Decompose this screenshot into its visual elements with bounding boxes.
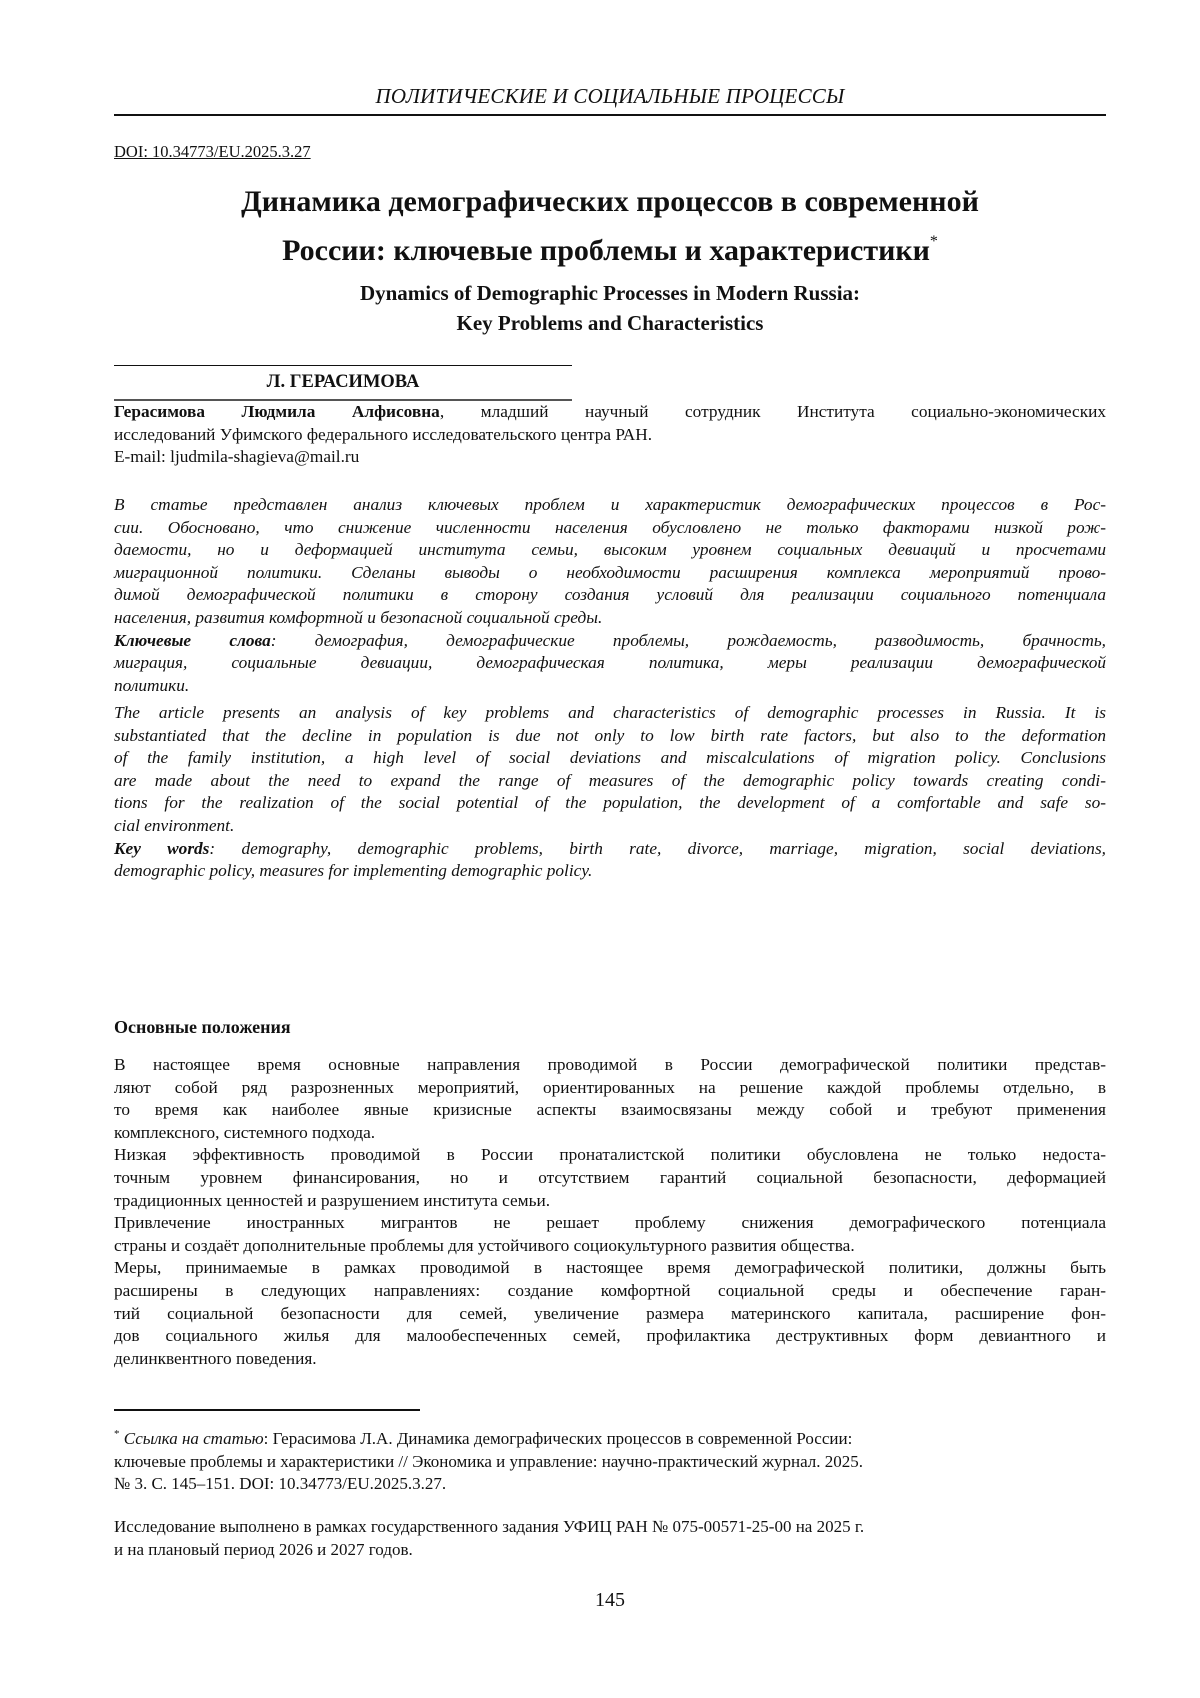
author-full-name: Герасимова Людмила Алфисовна [114,402,440,421]
main-points-line: В настоящее время основные направления проводимой в России демографической политики представ- [114,1055,1106,1074]
footnote-mark: * [114,1428,120,1440]
main-points-line: страны и создаёт дополнительные проблемы для устойчивого социокультурного развития общества. [114,1235,855,1255]
abstract-en-line: are made about the need to expand the range of measures of the demographic policy towards creating condi- [114,770,1106,790]
main-points-line: точным уровнем финансирования, но и отсутствием гарантий социальной безопасности, деформацией [114,1167,1106,1187]
main-points-line: ляют собой ряд разрозненных мероприятий, ориентированных на решение каждой проблемы отдельно, в [114,1077,1106,1097]
main-points-line: делинквентного поведения. [114,1348,317,1368]
header-rule [114,114,1106,116]
main-points-line: традиционных ценностей и разрушением института семьи. [114,1190,551,1210]
footnote-citation [114,1423,1106,1496]
main-points-line: то время как наиболее явные кризисные аспекты взаимосвязаны между собой и требуют применения [114,1100,1106,1120]
keywords-en-line-2: demographic policy, measures for implementing demographic policy. [114,861,593,881]
running-head: ПОЛИТИЧЕСКИЕ И СОЦИАЛЬНЫЕ ПРОЦЕССЫ [375,84,845,108]
footnote-separator [114,1409,420,1411]
abstract-ru-line: сии. Обосновано, что снижение численности населения обусловлено не только факторами низкой рож- [114,517,1106,537]
title-english [114,278,1106,338]
author-info-line-2: исследований Уфимского федерального исследовательского центра РАН. [114,424,653,444]
abstract-ru-line: миграционной политики. Сделаны выводы о необходимости расширения комплекса мероприятий прово- [114,562,1106,582]
title-en-line-2: Key Problems and Characteristics [456,311,764,335]
keywords-en-line-1 [114,838,1106,861]
main-points-line: Низкая эффективность проводимой в России пронаталистской политики обусловлена не только недоста- [114,1145,1106,1165]
abstract-en-line: of the family institution, a high level of social deviations and miscalculations of migration policy. Conclusions [114,748,1106,768]
abstract-english [114,702,1106,883]
main-points-body [114,1054,1106,1370]
citation-text-1: : Герасимова Л.А. Динамика демографических процессов в современной России: [263,1429,853,1448]
funding-line-2: и на плановый период 2026 и 2027 годов. [114,1539,413,1559]
author-affiliation-1: , младший научный сотрудник Института социально-экономических [439,402,1106,421]
doi-link[interactable]: DOI: 10.34773/EU.2025.3.27 [114,142,311,161]
keywords-en-label: Key words [114,838,210,858]
citation-line-1 [114,1423,1106,1451]
title-footnote-mark[interactable]: * [929,233,938,250]
title-en-line-1: Dynamics of Demographic Processes in Modern Russia: [359,281,861,305]
citation-line-3: № 3. С. 145–151. DOI: 10.34773/EU.2025.3.27. [114,1474,447,1494]
abstract-ru-line: димой демографической политики в сторону создания условий для реализации социального потенциала [114,585,1106,605]
main-points-line: Привлечение иностранных мигрантов не решает проблему снижения демографического потенциала [114,1213,1106,1233]
keywords-en-text-1: : demography, demographic problems, birth rate, divorce, marriage, migration, social deviations, [209,838,1106,858]
author-email[interactable]: E-mail: ljudmila-shagieva@mail.ru [114,447,360,467]
author-short-name: Л. ГЕРАСИМОВА [266,372,420,392]
main-points-line: Меры, принимаемые в рамках проводимой в настоящее время демографической политики, должны быть [114,1258,1106,1278]
citation-label: Ссылка на статью [123,1429,264,1448]
main-points-line: дов социального жилья для малообеспеченных семей, профилактика деструктивных форм девиантного и [114,1326,1106,1346]
keywords-ru-line-2: миграция, социальные девиации, демографическая политика, меры реализации демографической [114,653,1106,673]
abstract-en-line: cial environment. [114,815,235,835]
title-ru-line-1: Динамика демографических процессов в современной [241,185,979,218]
author-info-line-1 [114,401,1106,424]
section-title-main-points: Основные положения [114,1017,291,1037]
abstract-en-line: The article presents an analysis of key problems and characteristics of demographic processes in Russia. It is [114,703,1106,722]
keywords-ru-text-1: : демография, демографические проблемы, рождаемость, разводимость, брачность, [270,630,1106,650]
footnote-funding [114,1516,1106,1561]
funding-line-1: Исследование выполнено в рамках государственного задания УФИЦ РАН № 075-00571-25-00 на 2025 г. [114,1517,865,1536]
main-points-line: расширены в следующих направлениях: создание комфортной социальной среды и обеспечение гаран- [114,1280,1106,1300]
keywords-ru-line-3: политики. [114,675,190,695]
title-russian [114,182,1106,271]
abstract-en-line: substantiated that the decline in population is due not only to low birth rate factors, but also to the deformation [114,725,1106,745]
title-ru-line-2 [114,222,1106,271]
abstract-ru-line: даемости, но и деформацией института семьи, высоким уровнем социальных девиаций и просчетами [114,540,1106,560]
abstract-russian [114,494,1106,697]
abstract-ru-line: населения, развития комфортной и безопасной социальной среды. [114,607,603,627]
page-number: 145 [595,1589,625,1611]
author-banner [114,365,572,401]
main-points-line: тий социальной безопасности для семей, увеличение размера материнского капитала, расширение фон- [114,1303,1106,1323]
author-info [114,401,1106,469]
citation-line-2: ключевые проблемы и характеристики // Экономика и управление: научно-практический журнал. 2025. [114,1451,864,1471]
abstract-ru-line: В статье представлен анализ ключевых проблем и характеристик демографических процессов в Рос- [114,495,1106,514]
abstract-en-line: tions for the realization of the social potential of the population, the development of a comfortable and safe so- [114,793,1106,813]
title-ru-line-2-text: России: ключевые проблемы и характеристики [282,234,930,267]
keywords-ru-line-1 [114,630,1106,653]
main-points-line: комплексного, системного подхода. [114,1122,376,1142]
keywords-ru-label: Ключевые слова [114,630,271,650]
